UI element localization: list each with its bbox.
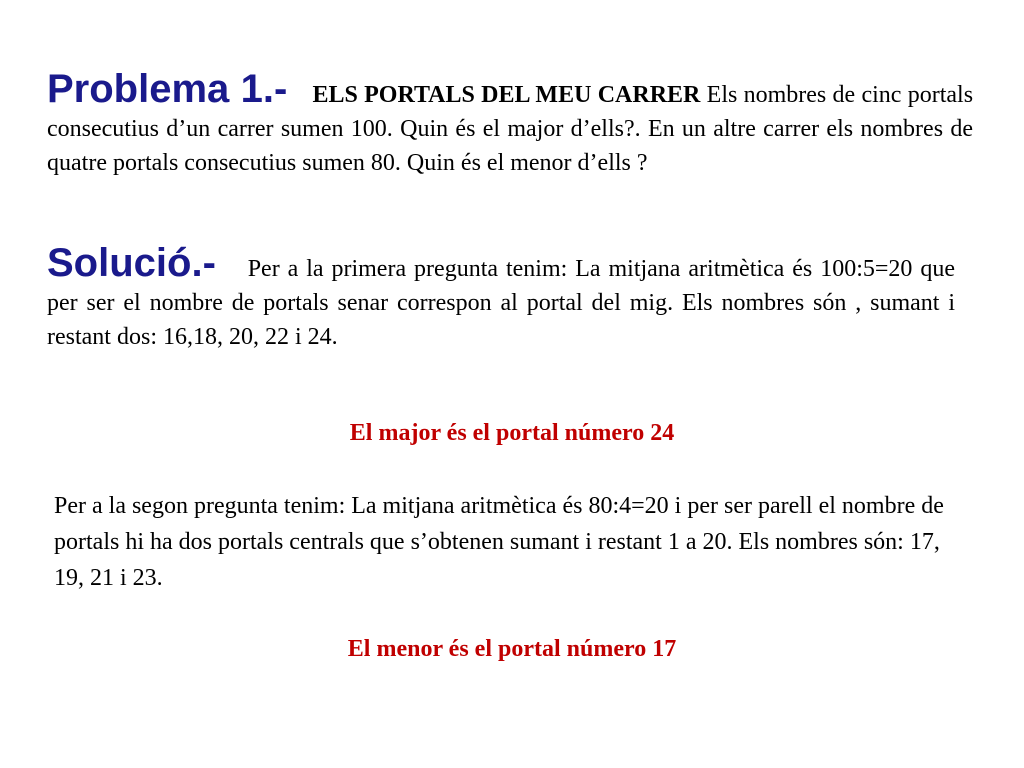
spacer [294, 82, 307, 108]
problem-statement [47, 67, 974, 180]
solution-label: Solució.- [47, 241, 216, 285]
second-question-explanation: Per a la segon pregunta tenim: La mitjana aritmètica és 80:4=20 i per ser parell el nombre de portals hi ha dos portals centrals que s’obtenen sumant i restant 1 a 20. Els nombres són: 17, 19, 21 i 23. [54, 493, 944, 591]
solution-text: Per a la primera pregunta tenim: La mitjana aritmètica és 100:5=20 que per ser el nombre de portals senar correspon al portal del mig. Els nombres són , sumant i restant dos: 16,18, 20, 22 i 24. [47, 256, 956, 350]
problem-label: Problema 1.- [47, 67, 288, 111]
solution-paragraph [47, 241, 956, 354]
spacer [224, 256, 240, 282]
problem-text: Els nombres de cinc portals consecutius d’un carrer sumen 100. Quin és el major d’ells?. En un altre carrer els nombres de quatre portals consecutius sumen 80. Quin és el menor d’ells ? [47, 82, 974, 176]
answer-minor: El menor és el portal número 17 [347, 636, 677, 662]
answer-major: El major és el portal número 24 [349, 420, 675, 446]
problem-title: ELS PORTALS DEL MEU CARRER [312, 82, 701, 108]
